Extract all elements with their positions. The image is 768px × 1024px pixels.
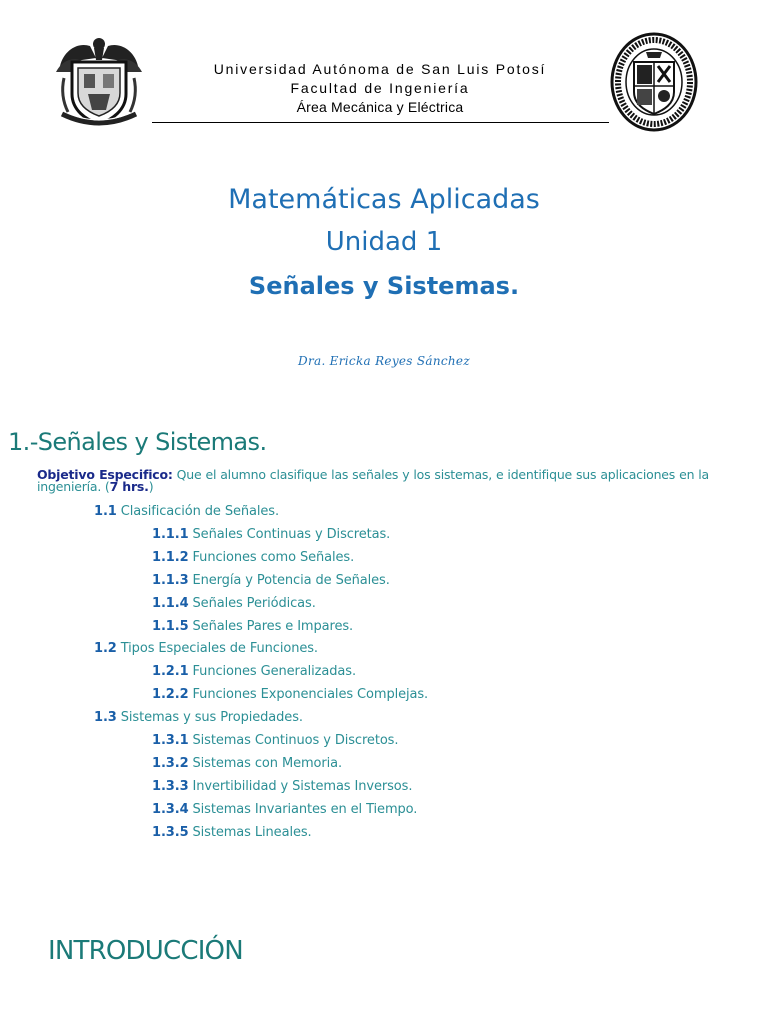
toc-item: 1.2.2 Funciones Exponenciales Complejas. [152,687,429,702]
title-block [0,180,768,306]
area-name: Área Mecánica y Eléctrica [296,99,464,115]
toc-item: 1.3.2 Sistemas con Memoria. [152,756,343,771]
university-name: Universidad Autónoma de San Luis Potosí [213,61,547,77]
toc-item: 1.2.1 Funciones Generalizadas. [152,664,356,679]
author-name: Dra. Ericka Reyes Sánchez [298,354,470,368]
engineering-faculty-seal-icon [610,30,698,134]
header-divider [152,122,609,123]
toc-item: 1.3.5 Sistemas Lineales. [152,825,312,840]
toc-item: 1.3.1 Sistemas Continuos y Discretos. [152,733,399,748]
unit-subtitle: Señales y Sistemas. [248,272,520,300]
objective-label: Objetivo Especifico: [37,467,173,482]
toc-item: 1.3.3 Invertibilidad y Sistemas Inversos. [152,779,413,794]
course-title: Matemáticas Aplicadas [228,184,540,215]
toc-item: 1.1.2 Funciones como Señales. [152,550,355,565]
faculty-name: Facultad de Ingeniería [290,80,470,96]
toc-item: 1.1 Clasificación de Señales. [94,504,280,519]
objective-hours: 7 hrs. [109,479,149,494]
toc-item: 1.2 Tipos Especiales de Funciones. [94,641,318,656]
toc-item: 1.1.5 Señales Pares e Impares. [152,619,354,634]
unit-title: Unidad 1 [325,227,443,257]
toc-item: 1.3 Sistemas y sus Propiedades. [94,710,303,725]
toc-item: 1.1.4 Señales Periódicas. [152,596,316,611]
section-heading: 1.-Señales y Sistemas. [8,428,267,456]
objective-text: Que el alumno clasifique las señales y los sistemas, e identifique sus aplicaciones en la ingeniería. ( [37,467,709,494]
introduction-heading: INTRODUCCIÓN [48,936,243,966]
objective-paragraph [37,469,709,493]
toc-item: 1.1.1 Señales Continuas y Discretas. [152,527,391,542]
institution-header [150,60,610,117]
toc-item: 1.1.3 Energía y Potencia de Señales. [152,573,390,588]
objective-close: ) [148,479,154,494]
toc-item: 1.3.4 Sistemas Invariantes en el Tiempo. [152,802,418,817]
uaslp-eagle-seal-icon [52,32,146,130]
